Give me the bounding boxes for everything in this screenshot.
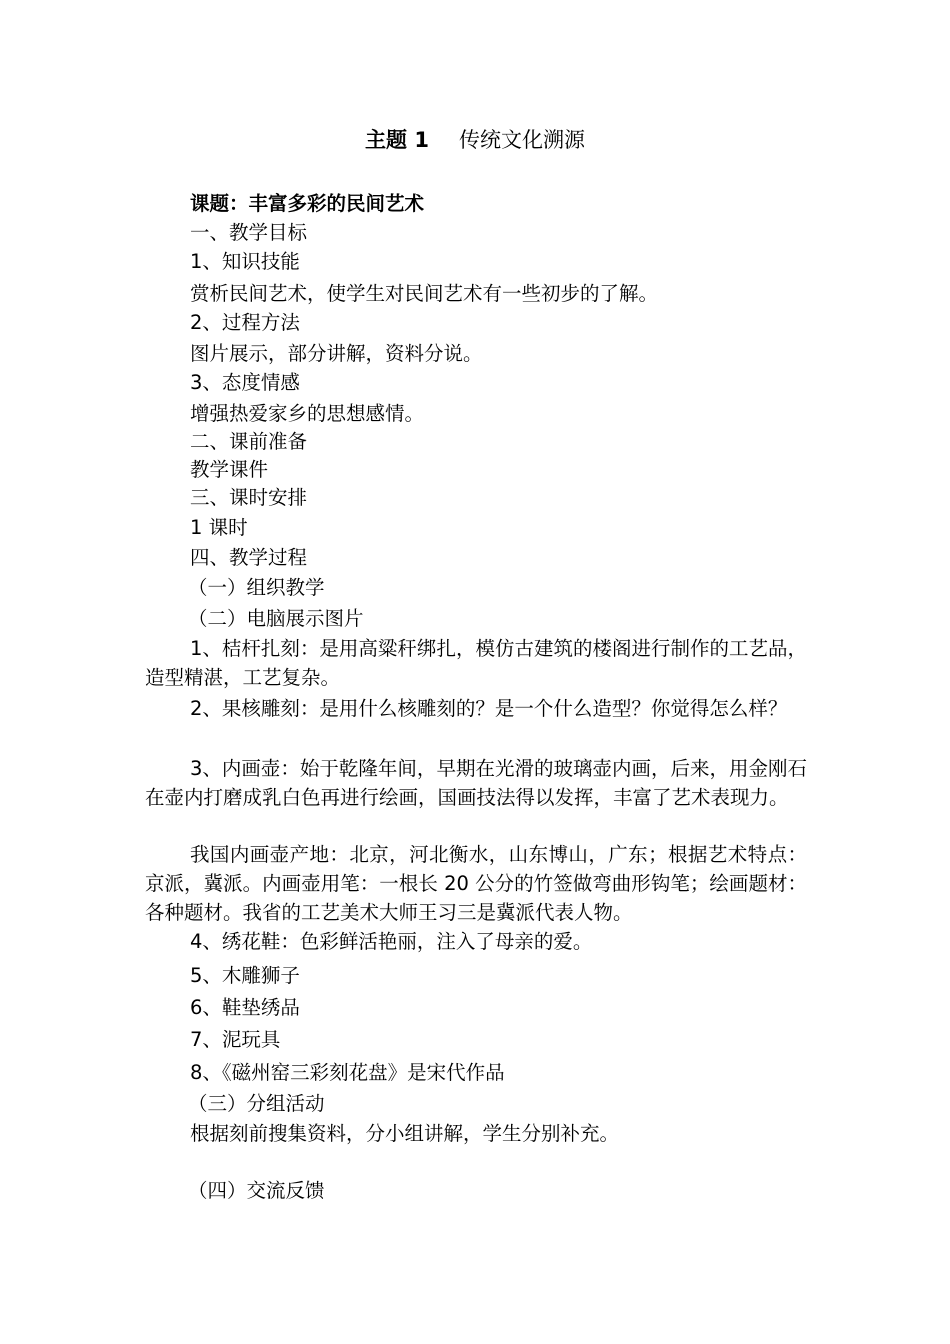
body-line: 根据刻前搜集资料，分小组讲解，学生分别补充。: [190, 1122, 620, 1145]
body-line: 增强热爱家乡的思想感情。: [190, 402, 425, 425]
title-text: 传统文化溯源: [458, 128, 585, 152]
section-heading: 四、教学过程: [190, 546, 308, 569]
paragraph: 3、内画壶：始于乾隆年间，早期在光滑的玻璃壶内画，后来，用金刚石在壶内打磨成乳白色再进行绘画，国画技法得以发挥，丰富了艺术表现力。: [145, 757, 807, 809]
body-line: 图片展示，部分讲解，资料分说。: [190, 342, 483, 365]
section-heading: 三、课时安排: [190, 486, 308, 509]
sub-heading: 1、知识技能: [190, 250, 300, 273]
list-item: 7、泥玩具: [190, 1028, 281, 1051]
paragraph: 1、桔杆扎刻：是用高粱秆绑扎，模仿古建筑的楼阁进行制作的工艺品，造型精湛，工艺复杂。: [145, 637, 807, 689]
paragraph: 2、果核雕刻：是用什么核雕刻的？是一个什么造型？你觉得怎么样？: [190, 697, 788, 720]
list-item: 5、木雕狮子: [190, 964, 300, 987]
sub-section-heading: （四）交流反馈: [188, 1179, 325, 1202]
lesson-title: 课题：丰富多彩的民间艺术: [190, 192, 425, 215]
section-heading: 一、教学目标: [190, 221, 308, 244]
body-line: 赏析民间艺术，使学生对民间艺术有一些初步的了解。: [190, 282, 659, 305]
list-item: 8、《磁州窑三彩刻花盘》是宋代作品: [190, 1061, 505, 1084]
body-line: 1 课时: [190, 516, 248, 539]
document-title: [0, 122, 950, 158]
sub-section-heading: （一）组织教学: [188, 576, 325, 599]
body-line: 教学课件: [190, 458, 269, 481]
sub-section-heading: （三）分组活动: [188, 1092, 325, 1115]
list-item: 6、鞋垫绣品: [190, 996, 300, 1019]
sub-heading: 2、过程方法: [190, 311, 300, 334]
title-number: 主题 1: [365, 128, 429, 152]
sub-heading: 3、态度情感: [190, 371, 300, 394]
list-item: 4、绣花鞋：色彩鲜活艳丽，注入了母亲的爱。: [190, 930, 593, 953]
paragraph: 我国内画壶产地：北京，河北衡水，山东博山，广东；根据艺术特点：京派，冀派。内画壶用笔：一根长 20 公分的竹签做弯曲形钩笔；绘画题材：各种题材。我省的工艺美术大师王习三是冀派代表人物。: [145, 843, 807, 924]
sub-section-heading: （二）电脑展示图片: [188, 607, 364, 630]
section-heading: 二、课前准备: [190, 430, 308, 453]
